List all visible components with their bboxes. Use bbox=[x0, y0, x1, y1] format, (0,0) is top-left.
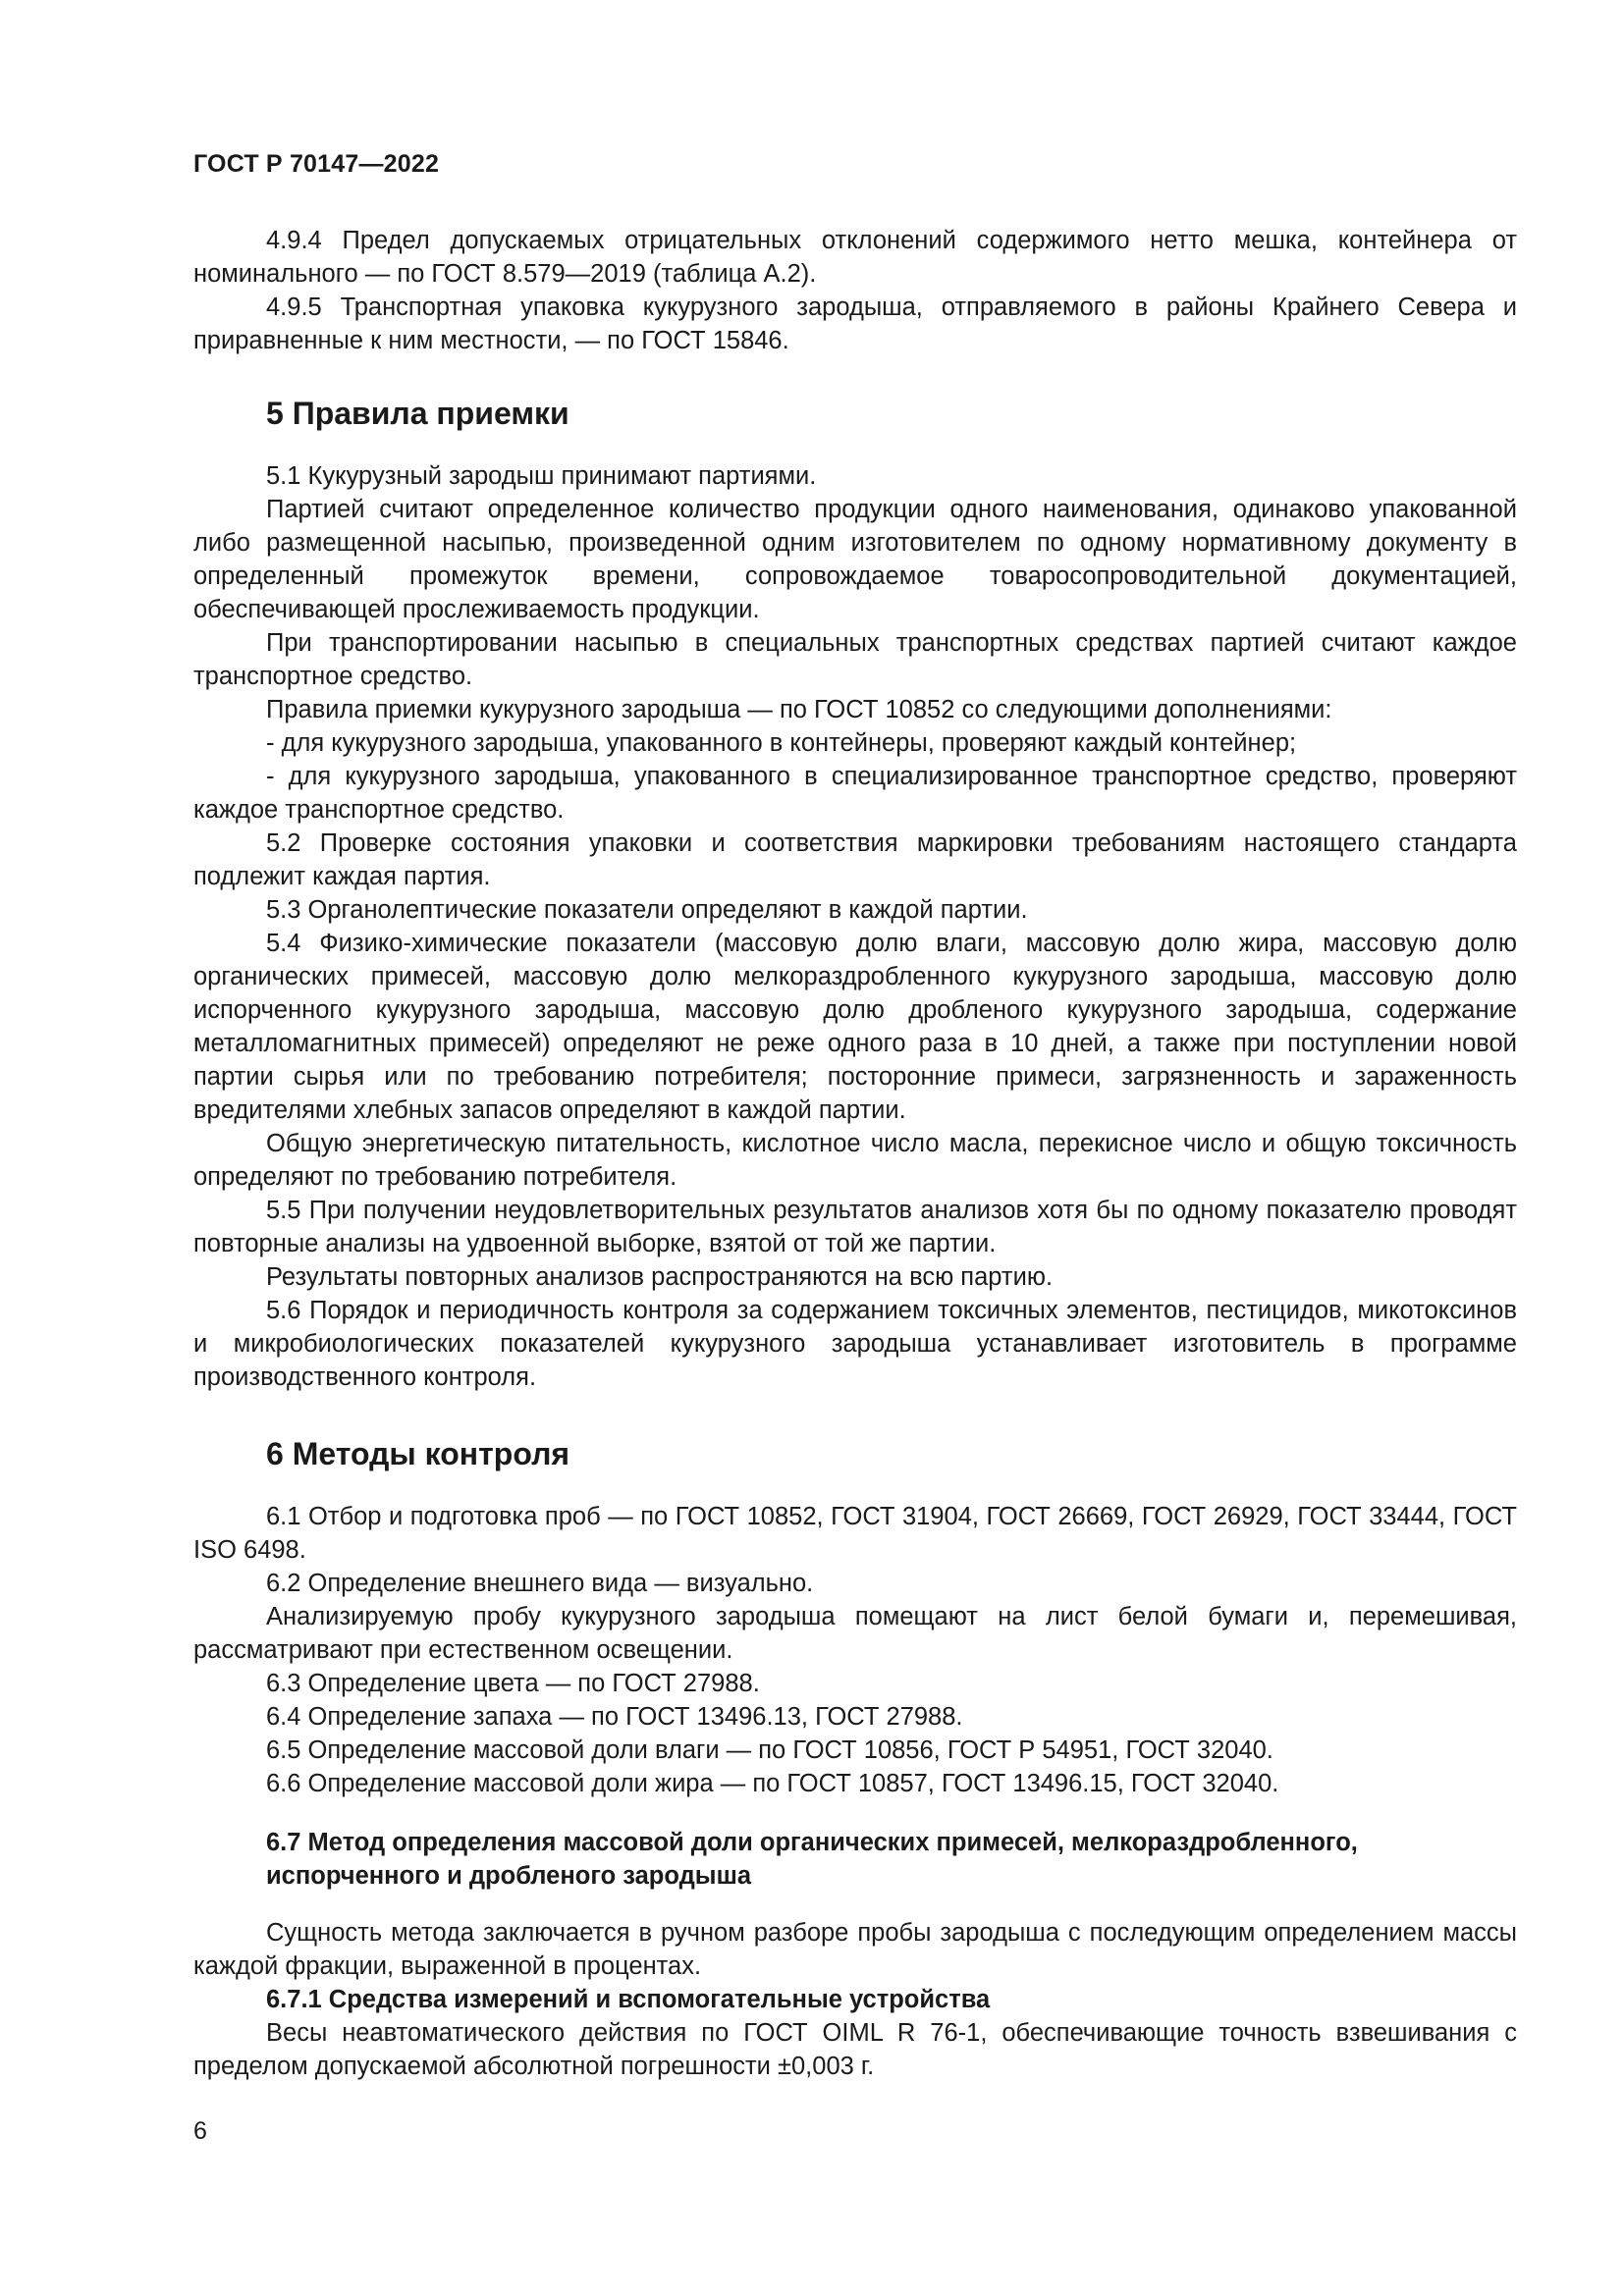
document-body bbox=[193, 224, 1517, 2083]
paragraph-4-9-5: 4.9.5 Транспортная упаковка кукурузного зародыша, отправляемого в районы Крайнего Севера и приравненные к ним местности, — по ГОСТ 15846. bbox=[193, 294, 1517, 354]
paragraph-6-4: 6.4 Определение запаха — по ГОСТ 13496.13, ГОСТ 27988. bbox=[266, 1703, 963, 1731]
paragraph-6-2: 6.2 Определение внешнего вида — визуально. bbox=[266, 1570, 814, 1597]
paragraph-5-4: 5.4 Физико-химические показатели (массовую долю влаги, массовую долю жира, массовую долю органических примесей, массовую долю мелкораздробленного кукурузного зародыша, массовую долю испорченного кукурузного зародыша, массовую долю дробленого кукурузного зародыша, содержание металломагнитных примесей) определяют не реже одного раза в 10 дней, а также при поступлении новой партии сырья или по требованию потребителя; посторонние примеси, загрязненность и зараженность вредителями хлебных запасов определяют в каждой партии. bbox=[193, 930, 1517, 1124]
document-code-header: ГОСТ Р 70147—2022 bbox=[193, 150, 440, 178]
paragraph-5-2: 5.2 Проверке состояния упаковки и соответствия маркировки требованиям настоящего стандарта подлежит каждая партия. bbox=[193, 829, 1517, 890]
paragraph-6-5: 6.5 Определение массовой доли влаги — по ГОСТ 10856, ГОСТ Р 54951, ГОСТ 32040. bbox=[266, 1736, 1273, 1764]
paragraph-5-6: 5.6 Порядок и периодичность контроля за содержанием токсичных элементов, пестицидов, микотоксинов и микробиологических показателей кукурузного зародыша устанавливает изготовитель в программе производственного контроля. bbox=[193, 1297, 1517, 1391]
paragraph-bulk-transport: При транспортировании насыпью в специальных транспортных средствах партией считают каждое транспортное средство. bbox=[193, 629, 1517, 690]
page-number: 6 bbox=[193, 2117, 207, 2145]
section-6-title: 6 Методы контроля bbox=[266, 1436, 570, 1471]
paragraph-6-7-intro: Сущность метода заключается в ручном разборе пробы зародыша с последующим определением массы каждой фракции, выраженной в процентах. bbox=[193, 1919, 1517, 1980]
paragraph-energy: Общую энергетическую питательность, кислотное число масла, перекисное число и общую токсичность определяют по требованию потребителя. bbox=[193, 1130, 1517, 1191]
paragraph-5-1: 5.1 Кукурузный зародыш принимают партиями. bbox=[266, 462, 817, 490]
paragraph-repeat-results: Результаты повторных анализов распространяются на всю партию. bbox=[266, 1263, 1054, 1291]
paragraph-5-5: 5.5 При получении неудовлетворительных результатов анализов хотя бы по одному показателю проводят повторные анализы на удвоенной выборке, взятой от той же партии. bbox=[193, 1197, 1517, 1257]
paragraph-sample-analysis: Анализируемую пробу кукурузного зародыша помещают на лист белой бумаги и, перемешивая, рассматривают при естественном освещении. bbox=[193, 1603, 1517, 1664]
paragraph-acceptance-rules: Правила приемки кукурузного зародыша — по ГОСТ 10852 со следующими дополнениями: bbox=[266, 696, 1332, 723]
paragraph-6-7-1-scales: Весы неавтоматического действия по ГОСТ OIML R 76-1, обеспечивающие точность взвешивания с пределом допускаемой абсолютной погрешности ±0,003 г. bbox=[193, 2019, 1517, 2080]
paragraph-6-6: 6.6 Определение массовой доли жира — по ГОСТ 10857, ГОСТ 13496.15, ГОСТ 32040. bbox=[266, 1770, 1279, 1797]
subsection-6-7-title: 6.7 Метод определения массовой доли органических примесей, мелкораздробленного, испорченного и дробленого зародыша bbox=[266, 1829, 1358, 1890]
list-item-containers: - для кукурузного зародыша, упакованного в контейнеры, проверяют каждый контейнер; bbox=[266, 729, 1297, 757]
paragraph-4-9-4: 4.9.4 Предел допускаемых отрицательных отклонений содержимого нетто мешка, контейнера от номинального — по ГОСТ 8.579—2019 (таблица А.2). bbox=[193, 227, 1517, 288]
section-5-title: 5 Правила приемки bbox=[266, 396, 569, 431]
paragraph-lot-definition: Партией считают определенное количество продукции одного наименования, одинаково упакованной либо размещенной насыпью, произведенной одним изготовителем по одному нормативному документу в определенный промежуток времени, сопровождаемое товаросопроводительной документацией, обеспечивающей прослеживаемость продукции. bbox=[193, 496, 1517, 623]
paragraph-6-3: 6.3 Определение цвета — по ГОСТ 27988. bbox=[266, 1670, 760, 1697]
paragraph-5-3: 5.3 Органолептические показатели определяют в каждой партии. bbox=[266, 896, 1028, 924]
subsection-6-7-1-title: 6.7.1 Средства измерений и вспомогательные устройства bbox=[266, 1986, 991, 2013]
paragraph-6-1: 6.1 Отбор и подготовка проб — по ГОСТ 10852, ГОСТ 31904, ГОСТ 26669, ГОСТ 26929, ГОСТ 33444, ГОСТ ISO 6498. bbox=[193, 1503, 1517, 1564]
list-item-transport: - для кукурузного зародыша, упакованного в специализированное транспортное средство, проверяют каждое транспортное средство. bbox=[193, 763, 1517, 824]
